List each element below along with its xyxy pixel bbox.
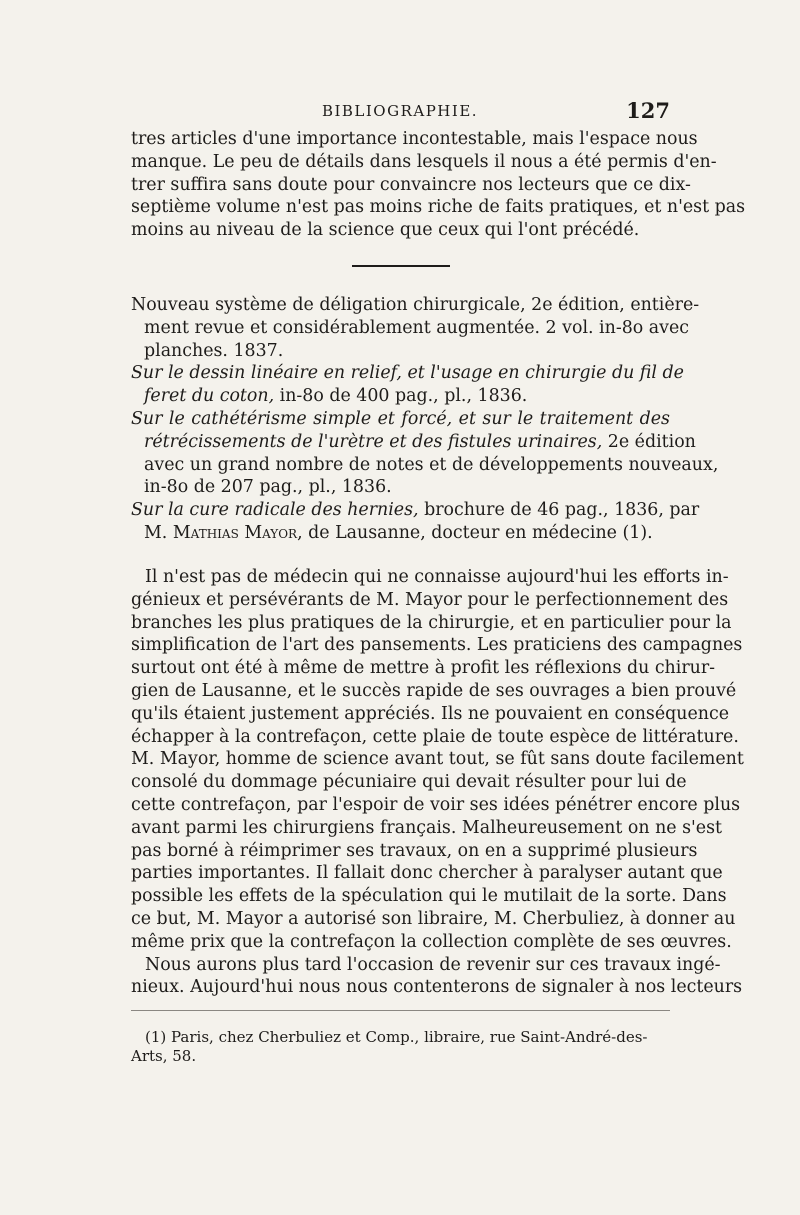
book-title: Nouveau système de déligation chirurgicale, bbox=[131, 295, 526, 315]
text-line: pas borné à réimprimer ses travaux, on en a supprimé plusieurs bbox=[131, 840, 698, 861]
text-line bbox=[131, 385, 670, 408]
text-line: qu'ils étaient justement appréciés. Ils ne pouvaient en conséquence bbox=[131, 703, 729, 724]
bibliography-entry-4 bbox=[131, 499, 700, 522]
author-line bbox=[131, 522, 670, 545]
bibliography-list bbox=[131, 294, 719, 545]
text-line: trer suffira sans doute pour convaincre nos lecteurs que ce dix- bbox=[131, 174, 691, 195]
text-line: parties importantes. Il fallait donc chercher à paralyser autant que bbox=[131, 863, 723, 884]
text-line: nieux. Aujourd'hui nous nous contenterons de signaler à nos lecteurs bbox=[131, 977, 743, 998]
text-line: même prix que la contrefaçon la collection complète de ses œuvres. bbox=[131, 931, 732, 952]
intro-paragraph bbox=[131, 128, 746, 242]
text-line: consolé du dommage pécuniaire qui devait résulter pour lui de bbox=[131, 772, 687, 793]
text-line: génieux et persévérants de M. Mayor pour le perfectionnement des bbox=[131, 589, 729, 610]
text-line: M. Mayor, homme de science avant tout, se fût sans doute facilement bbox=[131, 749, 744, 770]
text-line: cette contrefaçon, par l'espoir de voir ses idées pénétrer encore plus bbox=[131, 794, 741, 815]
text-line: tres articles d'une importance incontestable, mais l'espace nous bbox=[131, 129, 698, 149]
author-prefix: M. bbox=[144, 522, 173, 543]
entry-details: in-8o de 400 pag., pl., 1836. bbox=[274, 386, 528, 407]
text-line: possible les effets de la spéculation qui le mutilait de la sorte. Dans bbox=[131, 886, 727, 907]
text-line: branches les plus pratiques de la chirurgie, et en particulier pour la bbox=[131, 612, 732, 633]
text-line bbox=[131, 431, 696, 454]
entry-details: 2e édition bbox=[602, 431, 696, 452]
entry-details: 2e édition, entière- bbox=[525, 295, 700, 315]
page-number: 127 bbox=[626, 98, 670, 123]
book-title: feret du coton, bbox=[144, 386, 275, 407]
text-line: Nous aurons plus tard l'occasion de revenir sur ces travaux ingé- bbox=[145, 954, 721, 975]
entry-details: brochure de 46 pag., 1836, par bbox=[418, 500, 700, 521]
running-title: BIBLIOGRAPHIE. bbox=[321, 102, 479, 120]
footnote bbox=[131, 1028, 670, 1066]
text-line: gien de Lausanne, et le succès rapide de ses ouvrages a bien prouvé bbox=[131, 680, 737, 701]
section-divider bbox=[352, 265, 450, 267]
text-line: avec un grand nombre de notes et de développements nouveaux, bbox=[144, 454, 719, 475]
book-title: Sur la cure radicale des hernies, bbox=[131, 500, 419, 521]
text-line: in-8o de 207 pag., pl., 1836. bbox=[144, 477, 392, 498]
entry-details: , de Lausanne, docteur en médecine (1). bbox=[297, 522, 653, 543]
footnote-divider bbox=[131, 1010, 670, 1011]
text-line: ce but, M. Mayor a autorisé son libraire, M. Cherbuliez, à donner au bbox=[131, 908, 736, 929]
bibliography-entry-1 bbox=[131, 294, 700, 317]
text-line: échapper à la contrefaçon, cette plaie de toute espèce de littérature. bbox=[131, 726, 739, 747]
main-paragraph bbox=[131, 566, 744, 999]
bibliography-entry-3: Sur le cathétérisme simple et forcé, et sur le traitement des bbox=[131, 408, 670, 429]
bibliography-entry-2: Sur le dessin linéaire en relief, et l'usage en chirurgie du fil de bbox=[131, 363, 684, 384]
book-title: rétrécissements de l'urètre et des fistules urinaires, bbox=[144, 431, 603, 452]
text-line: Il n'est pas de médecin qui ne connaisse aujourd'hui les efforts in- bbox=[145, 567, 729, 587]
text-line: planches. 1837. bbox=[144, 340, 284, 361]
page-header bbox=[130, 98, 670, 124]
text-line: simplification de l'art des pansements. Les praticiens des campagnes bbox=[131, 635, 743, 656]
text-line: surtout ont été à même de mettre à profit les réflexions du chirur- bbox=[131, 658, 716, 679]
footnote-line: Arts, 58. bbox=[131, 1047, 197, 1065]
text-line: ment revue et considérablement augmentée. 2 vol. in-8o avec bbox=[144, 317, 689, 338]
author-name: Mathias Mayor bbox=[172, 522, 298, 543]
text-line: manque. Le peu de détails dans lesquels il nous a été permis d'en- bbox=[131, 151, 717, 172]
text-line: avant parmi les chirurgiens français. Malheureusement on ne s'est bbox=[131, 817, 722, 838]
footnote-line: (1) Paris, chez Cherbuliez et Comp., libraire, rue Saint-André-des- bbox=[145, 1028, 648, 1046]
text-line: moins au niveau de la science que ceux qui l'ont précédé. bbox=[131, 220, 640, 241]
text-line: septième volume n'est pas moins riche de faits pratiques, et n'est pas bbox=[131, 197, 746, 218]
